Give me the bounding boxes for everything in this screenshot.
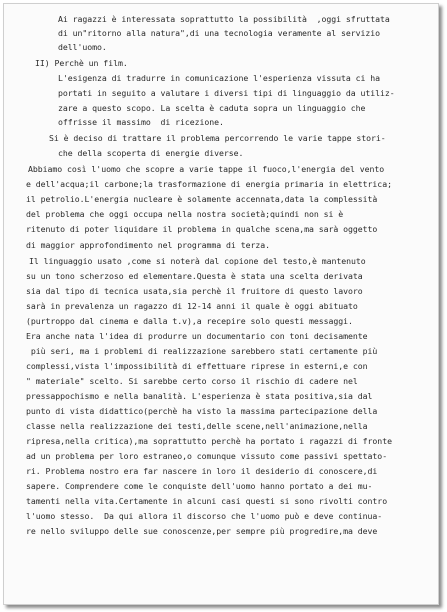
text-line: re nello sviluppo delle sue conoscenze,per sempre più progredire,ma deve: [26, 526, 378, 536]
text-line: complessi,vista l'impossibilità di effettuare riprese in esterni,e con: [26, 361, 368, 371]
text-line: ritenuto di poter liquidare il problema in qualche scena,ma sarà oggetto: [26, 224, 378, 234]
text-line: di maggior approfondimento nel programma di terza.: [26, 240, 270, 250]
document-page: [3, 3, 439, 605]
text-line: del problema che oggi occupa nella nostra società;quindi non si è: [26, 209, 344, 219]
text-line: sia dal tipo di tecnica usata,sia perchè il fruitore di questo lavoro: [26, 286, 363, 296]
text-line: Era anche nata l'idea di produrre un documentario con toni decisamente: [26, 331, 368, 341]
text-line: su un tono scherzoso ed elementare.Questa è stata una scelta derivata: [26, 271, 363, 281]
text-line: punto di vista didattico(perchè ha visto la massima partecipazione della: [26, 406, 378, 416]
text-line: " materiale" scelto. Si sarebbe certo corso il rischio di cadere nel: [26, 376, 358, 386]
text-line: classe nella realizzazione dei testi,delle scene,nell'animazione,nella: [26, 421, 368, 431]
text-line: e dell'acqua;il carbone;la trasformazione di energia primaria in elettrica;: [26, 179, 392, 189]
text-line: di un"ritorno alla natura",di una tecnologia veramente al servizio: [58, 28, 381, 38]
text-line: L'esigenza di tradurre in comunicazione l'esperienza vissuta ci ha: [58, 73, 381, 83]
text-line: (purtroppo dal cinema e dalla t.v),a recepire solo questi messaggi.: [26, 316, 353, 326]
text-line: Si è deciso di trattare il problema percorrendo le varie tappe stori-: [49, 133, 386, 143]
text-line: offrisse il massimo di ricezione.: [58, 117, 224, 127]
text-line: ripresa,nella critica),ma soprattutto perchè ha portato i ragazzi di fronte: [26, 436, 392, 446]
text-line: dell'uomo.: [58, 42, 107, 52]
text-line: sarà in prevalenza un ragazzo di 12-14 anni il quale è oggi abituato: [26, 301, 358, 311]
text-line: tamenti nella vita.Certamente in alcuni casi questi si sono rivolti contro: [26, 496, 388, 506]
text-line: l'uomo stesso. Da qui allora il discorso che l'uomo può e deve continua-: [26, 511, 383, 521]
text-line: pressappochismo e nella banalità. L'esperienza è stata positiva,sia dal: [26, 391, 373, 401]
text-line: portati in seguito a valutare i diversi tipi di linguaggio da utiliz-: [58, 88, 395, 98]
text-line: che della scoperta di energie diverse.: [58, 148, 244, 158]
text-line: sapere. Comprendere come le conquiste dell'uomo hanno portato a dei mu-: [26, 481, 373, 491]
text-line: Il linguaggio usato ,come si noterà dal copione del testo,è mantenuto: [29, 256, 366, 266]
text-line: ri. Problema nostro era far nascere in loro il desiderio di conoscere,di: [26, 466, 378, 476]
text-line: zare a questo scopo. La scelta è caduta sopra un linguaggio che: [58, 103, 366, 113]
section-heading: II) Perchè un film.: [35, 58, 128, 68]
text-line: Abbiamo così l'uomo che scopre a varie tappe il fuoco,l'energia del vento: [28, 164, 385, 174]
text-line: il petrolio.L'energia nucleare è solamente accennata,data la complessità: [26, 194, 378, 204]
typewritten-text: [4, 4, 438, 604]
text-line: ad un problema per loro estraneo,o comunque vissuto come passivi spettato-: [26, 451, 388, 461]
text-line: Ai ragazzi è interessata soprattutto la possibilità ,oggi sfruttata: [58, 14, 390, 24]
text-line: più seri, ma i problemi di realizzazione sarebbero stati certamente più: [26, 346, 378, 356]
